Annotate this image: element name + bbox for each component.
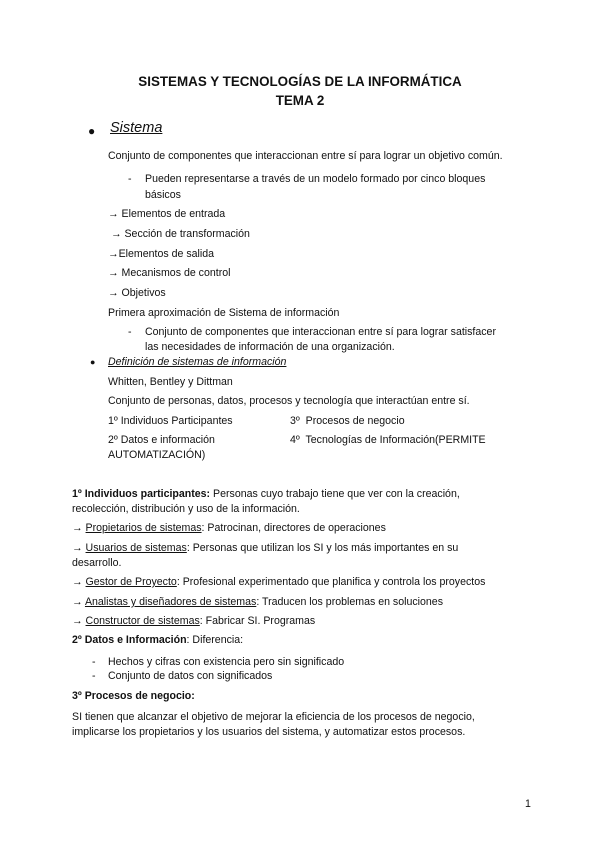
role-desc: : Profesional experimentado que planifica y controla los proyectos xyxy=(176,576,486,588)
procesos-heading xyxy=(72,690,195,702)
individuos-text: Personas cuyo trabajo tiene que ver con la creación, xyxy=(210,488,460,500)
approx-sub-line1: Conjunto de componentes que interaccionan entre sí para lograr satisfacer xyxy=(145,326,496,338)
section-heading-sistema: Sistema xyxy=(110,120,163,136)
definicion-authors: Whitten, Bentley y Dittman xyxy=(108,376,233,388)
dash-icon: - xyxy=(128,173,132,185)
datos-label: 2º Datos e Información xyxy=(72,634,187,646)
arrow-icon: → xyxy=(72,596,83,608)
grid-cell: 1º Individuos Participantes xyxy=(108,415,233,427)
datos-item: Hechos y cifras con existencia pero sin significado xyxy=(108,656,345,668)
arrow-icon: → xyxy=(72,615,83,627)
approx-heading: Primera aproximación de Sistema de información xyxy=(108,307,340,319)
role-item xyxy=(72,576,485,588)
sistema-definition: Conjunto de componentes que interaccionan entre sí para lograr un objetivo común. xyxy=(108,150,503,162)
document-subtitle: TEMA 2 xyxy=(275,93,325,108)
block-item: → Objetivos xyxy=(108,287,166,299)
grid-cell: 4º Tecnologías de Información(PERMITE xyxy=(290,434,486,446)
role-desc: : Traducen los problemas en soluciones xyxy=(256,596,443,608)
arrow-icon: → xyxy=(72,542,83,554)
approx-sub-line2: las necesidades de información de una organización. xyxy=(145,341,395,353)
bullet-icon: ● xyxy=(88,124,96,138)
arrow-icon: → xyxy=(72,522,83,534)
section-heading-definicion: Definición de sistemas de información xyxy=(108,356,287,368)
grid-cell: 3º Procesos de negocio xyxy=(290,415,405,427)
block-item: → Sección de transformación xyxy=(108,228,250,240)
role-name: Propietarios de sistemas xyxy=(85,522,202,534)
datos-item: Conjunto de datos con significados xyxy=(108,670,273,682)
document-title: SISTEMAS Y TECNOLOGÍAS DE LA INFORMÁTICA xyxy=(138,74,462,89)
grid-cell: AUTOMATIZACIÓN) xyxy=(108,449,206,461)
definicion-text: Conjunto de personas, datos, procesos y tecnología que interactúan entre sí. xyxy=(108,395,470,407)
role-desc: : Patrocinan, directores de operaciones xyxy=(201,522,386,534)
role-name: Constructor de sistemas xyxy=(85,615,200,627)
role-item xyxy=(72,542,458,554)
arrow-icon: → xyxy=(72,576,83,588)
role-desc-cont: desarrollo. xyxy=(72,557,122,569)
page-number: 1 xyxy=(525,798,531,810)
dash-icon: - xyxy=(128,326,132,338)
procesos-text: implicarse los propietarios y los usuarios del sistema, y automatizar estos procesos. xyxy=(72,726,466,738)
role-desc: : Fabricar SI. Programas xyxy=(199,615,316,627)
block-item: → Elementos de entrada xyxy=(108,208,226,220)
sistema-sub-line1: Pueden representarse a través de un modelo formado por cinco bloques xyxy=(145,173,486,185)
role-name: Gestor de Proyecto xyxy=(85,576,177,588)
block-item: →Elementos de salida xyxy=(108,248,214,260)
role-item xyxy=(72,522,386,534)
role-desc: : Personas que utilizan los SI y los más importantes en su xyxy=(186,542,459,554)
procesos-label: 3º Procesos de negocio: xyxy=(72,690,195,702)
individuos-paragraph xyxy=(72,488,460,500)
dash-icon: - xyxy=(92,656,96,668)
role-name: Analistas y diseñadores de sistemas xyxy=(84,596,257,608)
datos-text: : Diferencia: xyxy=(186,634,244,646)
individuos-text-cont: recolección, distribución y uso de la información. xyxy=(72,503,300,515)
datos-paragraph xyxy=(72,634,243,646)
individuos-label: 1º Individuos participantes: xyxy=(72,488,211,500)
dash-icon: - xyxy=(92,670,96,682)
sistema-sub-line2: básicos xyxy=(145,189,181,201)
role-name: Usuarios de sistemas xyxy=(85,542,187,554)
grid-cell: 2º Datos e información xyxy=(108,434,215,446)
procesos-text: SI tienen que alcanzar el objetivo de mejorar la eficiencia de los procesos de negocio, xyxy=(72,711,475,723)
role-item xyxy=(72,615,315,627)
bullet-icon: ● xyxy=(90,357,96,367)
role-item xyxy=(72,596,443,608)
block-item: → Mecanismos de control xyxy=(108,267,231,279)
